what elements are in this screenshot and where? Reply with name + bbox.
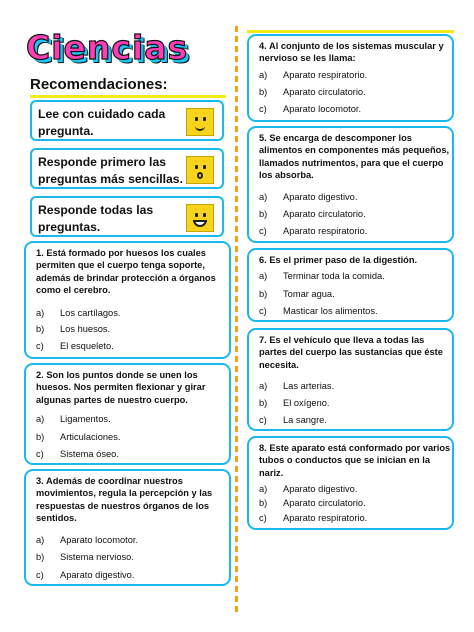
page-title: Ciencias (26, 28, 189, 67)
grinning-face-icon (186, 204, 214, 232)
question-text: 7. Es el vehículo que lleva a todas las partes del cuerpo las sustancias que éste necesita. (259, 335, 443, 370)
recommendation-text: Responde todas las preguntas. (38, 203, 154, 234)
question-text: 5. Se encarga de descomponer los alimentos en componentes más pequeños, llamados nutrimentos, para que el cuerpo los absorba. (259, 133, 450, 180)
answer-option[interactable]: c) El esqueleto. (36, 341, 114, 351)
question-card (247, 126, 454, 243)
question-text: 6. Es el primer paso de la digestión. (259, 255, 418, 265)
heading-underline (30, 95, 226, 98)
top-accent-line (247, 30, 454, 33)
answer-option[interactable]: b) Articulaciones. (36, 432, 121, 442)
surprised-face-icon (186, 156, 214, 184)
answer-option[interactable]: a) Aparato respiratorio. (259, 70, 368, 80)
question-card (24, 469, 231, 586)
answer-option[interactable]: c) Aparato digestivo. (36, 570, 135, 580)
answer-option[interactable]: c) Aparato respiratorio. (259, 513, 368, 523)
recommendation-card (30, 196, 224, 237)
recommendation-text: Responde primero las preguntas más sencillas. (38, 155, 183, 186)
question-text: 3. Además de coordinar nuestros movimientos, regula la percepción y las respuestas de nuestros órganos de los sentidos. (36, 476, 213, 523)
question-card (247, 248, 454, 322)
question-card (247, 34, 454, 122)
answer-option[interactable]: c) Aparato locomotor. (259, 104, 362, 114)
answer-option[interactable]: b) Aparato circulatorio. (259, 209, 366, 219)
smiley-face-icon (186, 108, 214, 136)
answer-option[interactable]: b) Tomar agua. (259, 289, 335, 299)
answer-option[interactable]: b) Los huesos. (36, 324, 111, 334)
answer-option[interactable]: c) Masticar los alimentos. (259, 306, 378, 316)
answer-option[interactable]: a) Terminar toda la comida. (259, 271, 385, 281)
answer-option[interactable]: b) Aparato circulatorio. (259, 498, 366, 508)
answer-option[interactable]: a) Ligamentos. (36, 414, 111, 424)
recommendations-heading: Recomendaciones: (30, 76, 168, 93)
answer-option[interactable]: a) Aparato locomotor. (36, 535, 139, 545)
question-card (247, 328, 454, 431)
answer-option[interactable]: a) Aparato digestivo. (259, 192, 358, 202)
recommendation-text: Lee con cuidado cada pregunta. (38, 107, 166, 138)
answer-option[interactable]: c) La sangre. (259, 415, 327, 425)
question-text: 4. Al conjunto de los sistemas muscular y nervioso se les llama: (259, 41, 444, 64)
question-text: 1. Está formado por huesos los cuales permiten que el cuerpo tenga soporte, además de brindar protección a órganos como el cerebro. (36, 248, 216, 295)
answer-option[interactable]: a) Las arterias. (259, 381, 335, 391)
answer-option[interactable]: b) Aparato circulatorio. (259, 87, 366, 97)
answer-option[interactable]: b) El oxígeno. (259, 398, 330, 408)
recommendation-card (30, 148, 224, 189)
answer-option[interactable]: a) Aparato digestivo. (259, 484, 358, 494)
answer-option[interactable]: c) Sistema óseo. (36, 449, 119, 459)
question-text: 2. Son los puntos donde se unen los huesos. Nos permiten flexionar y girar algunas partes de nuestro cuerpo. (36, 370, 206, 405)
question-card (24, 241, 231, 359)
question-card (24, 363, 231, 465)
question-text: 8. Este aparato está conformado por varios tubos o conductos que se inician en la nariz. (259, 443, 451, 478)
answer-option[interactable]: c) Aparato respiratorio. (259, 226, 368, 236)
answer-option[interactable]: a) Los cartílagos. (36, 308, 121, 318)
column-divider (235, 26, 238, 616)
answer-option[interactable]: b) Sistema nervioso. (36, 552, 134, 562)
question-card (247, 436, 454, 530)
recommendation-card (30, 100, 224, 141)
